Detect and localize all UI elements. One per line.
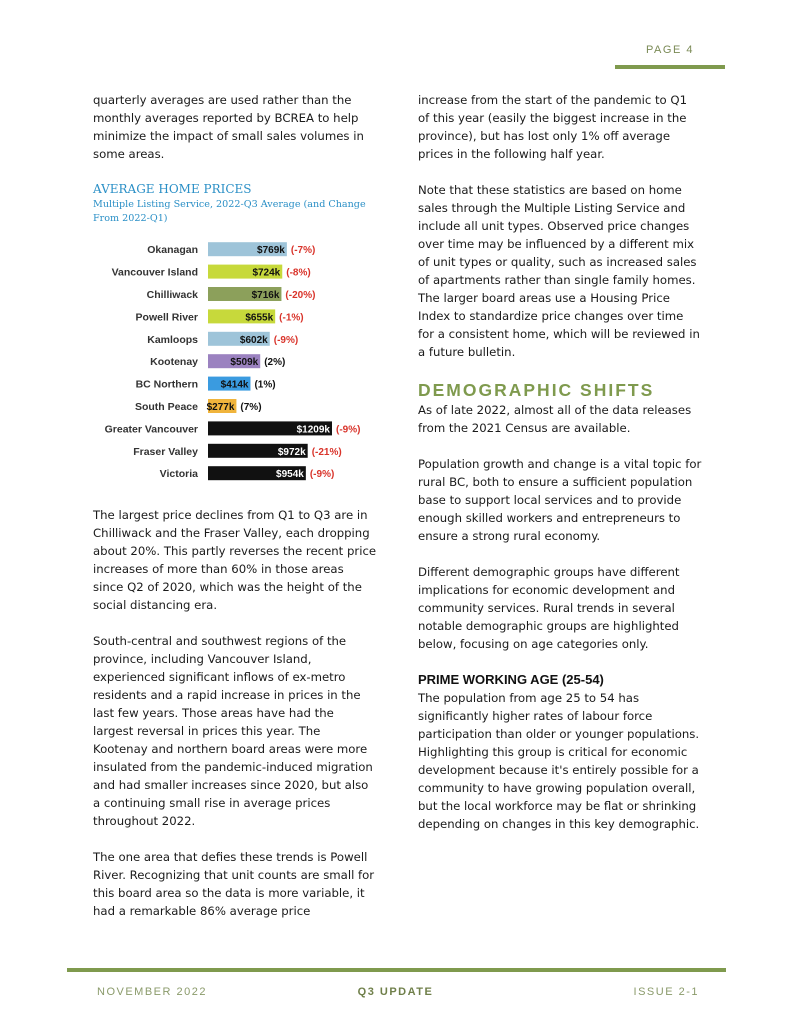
change-label: (-7%) bbox=[290, 245, 316, 257]
change-label: (-20%) bbox=[285, 290, 316, 301]
footer-rule bbox=[67, 968, 726, 972]
change-label: (-9%) bbox=[273, 334, 299, 346]
change-label: (-8%) bbox=[286, 267, 311, 279]
footer-date: NOVEMBER 2022 bbox=[97, 986, 207, 998]
header-rule bbox=[615, 65, 725, 69]
chart-title: AVERAGE HOME PRICES bbox=[93, 182, 252, 196]
category-label: BC Northern bbox=[135, 378, 198, 391]
home-prices-chart bbox=[93, 234, 377, 494]
change-label: (7%) bbox=[240, 402, 262, 413]
value-label: $655k bbox=[245, 312, 274, 324]
declines-paragraph: The largest price declines from Q1 to Q3 are in Chilliwack and the Fraser Valley, each dropping about 20%. This partly reverses the recent price increases of more than 60% in those areas since Q2 of 2020, which was the height of the social distancing era. bbox=[93, 508, 377, 612]
intro-paragraph: quarterly averages are used rather than the monthly averages reported by BCREA to help minimize the impact of small sales volumes in some areas. bbox=[93, 93, 364, 161]
change-label: (2%) bbox=[264, 357, 286, 369]
left-column bbox=[93, 91, 377, 938]
value-label: $602k bbox=[239, 334, 268, 346]
section-title: DEMOGRAPHIC SHIFTS bbox=[418, 380, 655, 400]
value-label: $954k bbox=[276, 469, 304, 481]
value-label: $716k bbox=[251, 290, 280, 301]
category-label: Vancouver Island bbox=[111, 266, 198, 279]
groups-paragraph: Different demographic groups have different implications for economic development and community services. Rural trends in several notable demographic groups are highlighted below, focusing on age categories only. bbox=[418, 565, 680, 651]
category-label: Okanagan bbox=[147, 244, 198, 257]
value-label: $277k bbox=[206, 402, 235, 413]
growth-paragraph: Population growth and change is a vital topic for rural BC, both to ensure a sufficient population base to support local services and to provide enough skilled workers and entrepreneurs to ensure a strong rural economy. bbox=[418, 457, 702, 543]
value-label: $509k bbox=[230, 357, 259, 369]
footer-title: Q3 UPDATE bbox=[357, 986, 434, 998]
change-label: (-9%) bbox=[336, 424, 361, 436]
category-label: Victoria bbox=[159, 468, 198, 481]
change-label: (-9%) bbox=[309, 469, 335, 481]
page-number: PAGE 4 bbox=[646, 44, 694, 56]
value-label: $724k bbox=[252, 267, 281, 279]
footer-issue: ISSUE 2-1 bbox=[633, 986, 699, 998]
value-label: $414k bbox=[220, 379, 249, 391]
category-label: Powell River bbox=[135, 311, 198, 324]
subsection-title: PRIME WORKING AGE (25-54) bbox=[418, 672, 604, 687]
powell-paragraph: The one area that defies these trends is Powell River. Recognizing that unit counts are small for this board area so the data is more variable, it had a remarkable 86% average price bbox=[93, 850, 375, 918]
change-label: (1%) bbox=[254, 379, 276, 391]
value-label: $972k bbox=[277, 446, 306, 458]
prime-age-paragraph: The population from age 25 to 54 has significantly higher rates of labour force participation than older or younger populations. Highlighting this group is critical for economic development because it's entirely possible for a community to have growing population overall, but the local workforce may be flat or shrinking depending on changes in this key demographic. bbox=[418, 691, 700, 831]
category-label: Chilliwack bbox=[146, 289, 198, 301]
category-label: Greater Vancouver bbox=[104, 423, 198, 436]
category-label: Fraser Valley bbox=[133, 445, 198, 458]
category-label: South Peace bbox=[134, 401, 198, 413]
regions-paragraph: South-central and southwest regions of the province, including Vancouver Island, experienced significant inflows of ex-metro residents and a rapid increase in prices in the last few years. Those areas have had the largest reversal in prices this year. The Kootenay and northern board areas were more insulated from the pandemic-induced migration and had smaller increases since 2020, but also a continuing small rise in average prices throughout 2022. bbox=[93, 634, 373, 828]
note-paragraph: Note that these statistics are based on home sales through the Multiple Listing Service and include all unit types. Observed price changes over time may be influenced by a different mix of unit types or quality, such as increased sales of apartments rather than single family homes. The larger board areas use a Housing Price Index to standardize price changes over time for a consistent home, which will be reviewed in a future bulletin. bbox=[418, 183, 700, 359]
value-label: $769k bbox=[257, 245, 285, 257]
category-label: Kamloops bbox=[147, 333, 198, 346]
change-label: (-1%) bbox=[279, 312, 304, 324]
chart-subtitle: Multiple Listing Service, 2022-Q3 Average (and Change From 2022-Q1) bbox=[93, 199, 366, 224]
right-column bbox=[418, 91, 702, 851]
census-paragraph: As of late 2022, almost all of the data releases from the 2021 Census are available. bbox=[418, 403, 692, 435]
change-label: (-21%) bbox=[311, 446, 342, 458]
value-label: $1209k bbox=[296, 424, 330, 436]
powell-continued-paragraph: increase from the start of the pandemic to Q1 of this year (easily the biggest increase in the province), but has lost only 1% off average prices in the following half year. bbox=[418, 93, 688, 161]
category-label: Kootenay bbox=[150, 356, 198, 369]
